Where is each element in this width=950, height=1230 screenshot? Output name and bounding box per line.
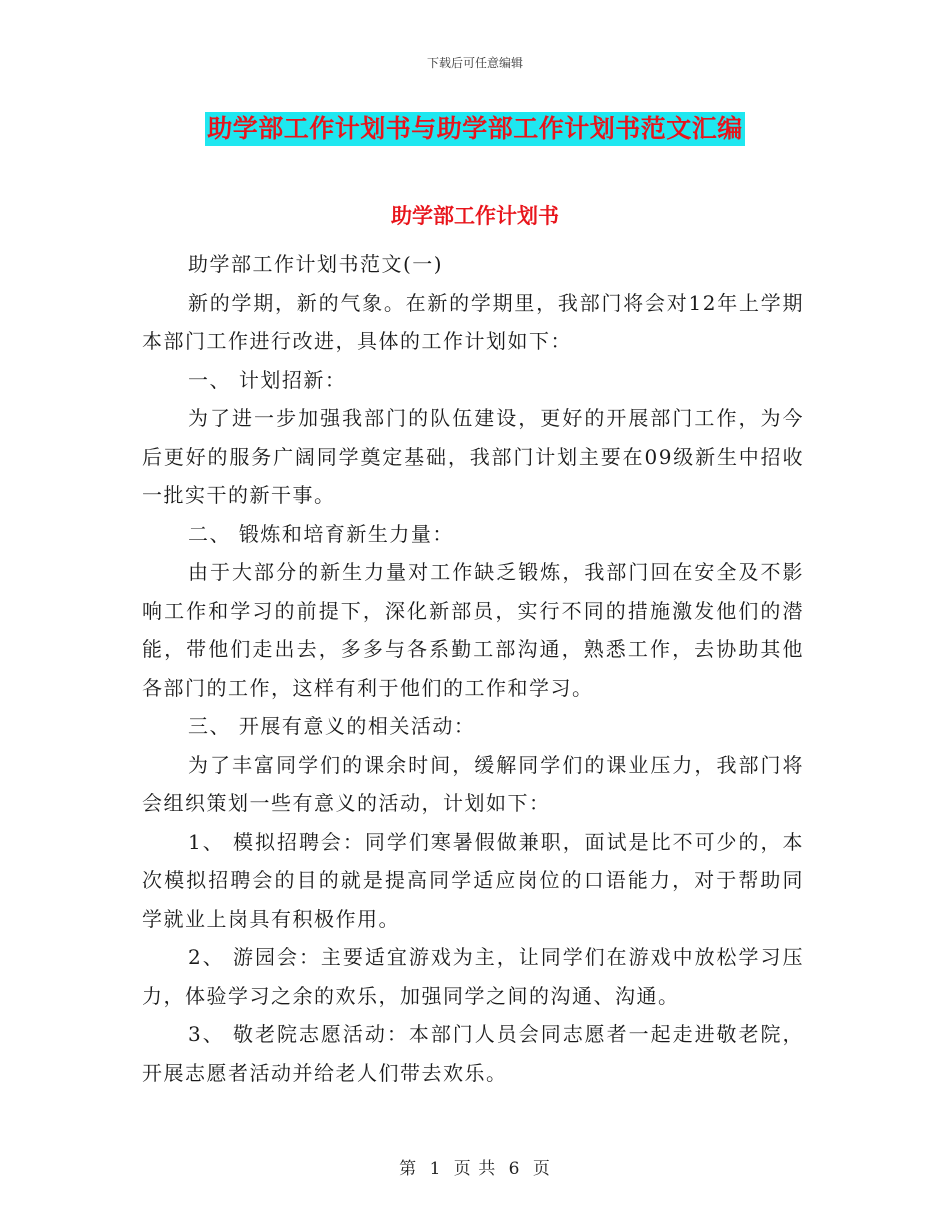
paragraph: 3、 敬老院志愿活动：本部门人员会同志愿者一起走进敬老院，开展志愿者活动并给老人们带去欢乐。 [142,1022,804,1085]
footer-prefix: 第 [399,1159,418,1179]
paragraph: 1、 模拟招聘会：同学们寒暑假做兼职，面试是比不可少的，本次模拟招聘会的目的就是提高同学适应岗位的口语能力，对于帮助同学就业上岗具有积极作用。 [142,829,804,931]
main-title: 助学部工作计划书与助学部工作计划书范文汇编 [205,112,745,146]
paragraph: 一、 计划招新： [188,367,347,392]
section-title: 助学部工作计划书 [391,204,559,228]
page-footer [0,1154,950,1179]
paragraph: 为了进一步加强我部门的队伍建设，更好的开展部门工作，为今后更好的服务广阔同学奠定基础，我部门计划主要在09级新生中招收一批实干的新干事。 [142,406,804,507]
footer-page-number: 1 [429,1159,442,1179]
paragraph: 三、 开展有意义的相关活动： [188,714,476,738]
footer-suffix: 页 [532,1159,551,1179]
paragraph: 由于大部分的新生力量对工作缺乏锻炼，我部门回在安全及不影响工作和学习的前提下，深化新部员，实行不同的措施激发他们的潜能，带他们走出去，多多与各系勤工部沟通，熟悉工作，去协助其他各部门的工作，这样有利于他们的工作和学习。 [142,560,804,700]
footer-total-pages: 6 [508,1159,521,1179]
header-note: 下载后可任意编辑 [426,56,523,70]
paragraph: 新的学期，新的气象。在新的学期里，我部门将会对12年上学期本部门工作进行改进，具体的工作计划如下： [142,290,804,353]
main-title-container [0,112,950,146]
paragraph: 2、 游园会：主要适宜游戏为主，让同学们在游戏中放松学习压力，体验学习之余的欢乐，加强同学之间的沟通、沟通。 [142,945,804,1008]
paragraph: 助学部工作计划书范文(一) [188,252,444,276]
footer-middle: 页 共 [453,1159,497,1179]
paragraph: 为了丰富同学们的课余时间，缓解同学们的课业压力，我部门将会组织策划一些有意义的活动，计划如下： [142,752,804,815]
document-body [142,245,804,1092]
paragraph: 二、 锻炼和培育新生力量： [188,521,454,546]
